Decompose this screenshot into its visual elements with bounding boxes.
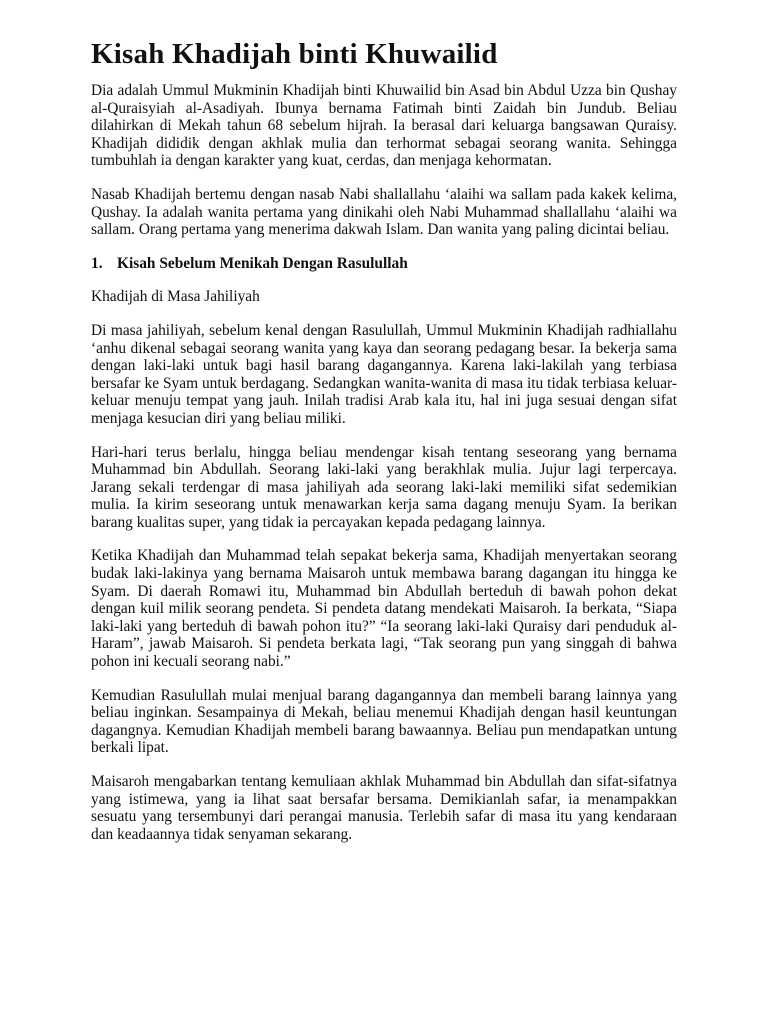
body-paragraph-3: Ketika Khadijah dan Muhammad telah sepakat bekerja sama, Khadijah menyertakan seorang budak laki-lakinya yang bernama Maisaroh untuk membawa barang dagangan itu hingga ke Syam. Di daerah Romawi itu, Muhammad bin Abdullah berteduh di bawah pohon dekat dengan kuil milik seorang pendeta. Si pendeta datang mendekati Maisaroh. Ia berkata, “Siapa laki-laki yang berteduh di bawah pohon itu?” “Ia seorang laki-laki Quraisy dari penduduk al-Haram”, jawab Maisaroh. Si pendeta berkata lagi, “Tak seorang pun yang singgah di bahwa pohon ini kecuali seorang nabi.” xyxy=(91,547,677,671)
section-heading xyxy=(91,255,677,273)
body-paragraph-2: Hari-hari terus berlalu, hingga beliau mendengar kisah tentang seseorang yang bernama Muhammad bin Abdullah. Seorang laki-laki yang berakhlak mulia. Jujur lagi terpercaya. Jarang sekali terdengar di masa jahiliyah ada seorang laki-laki memiliki sifat sedemikian mulia. Ia kirim seseorang untuk menawarkan kerja sama dagang menuju Syam. Ia berikan barang kualitas super, yang tidak ia percayakan kepada pedagang lainnya. xyxy=(91,443,677,531)
document-page xyxy=(91,36,677,859)
section-number: 1. xyxy=(91,254,103,272)
intro-paragraph-2: Nasab Khadijah bertemu dengan nasab Nabi shallallahu ‘alaihi wa sallam pada kakek kelima, Qushay. Ia adalah wanita pertama yang dinikahi oleh Nabi Muhammad shallallahu ‘alaihi wa sallam. Orang pertama yang menerima dakwah Islam. Dan wanita yang paling dicintai beliau. xyxy=(91,185,677,239)
section-heading-text: Kisah Sebelum Menikah Dengan Rasulullah xyxy=(117,254,408,272)
body-paragraph-5: Maisaroh mengabarkan tentang kemuliaan akhlak Muhammad bin Abdullah dan sifat-sifatnya yang istimewa, yang ia lihat saat bersafar bersama. Demikianlah safar, ia menampakkan sesuatu yang tersembunyi dari perangai manusia. Terlebih safar di masa itu yang kendaraan dan keadaannya tidak senyaman sekarang. xyxy=(91,773,677,843)
body-paragraph-1: Di masa jahiliyah, sebelum kenal dengan Rasulullah, Ummul Mukminin Khadijah radhiallahu ‘anhu dikenal sebagai seorang wanita yang kaya dan seorang pedagang besar. Ia bekerja sama dengan laki-laki untuk bagi hasil barang dagangannya. Karena laki-lakilah yang terbiasa bersafar ke Syam untuk berdagang. Sedangkan wanita-wanita di masa itu tidak terbiasa keluar-keluar menuju tempat yang jauh. Inilah tradisi Arab kala itu, hal ini juga sesuai dengan sifat menjaga kesucian diri yang beliau miliki. xyxy=(91,321,677,427)
intro-paragraph-1: Dia adalah Ummul Mukminin Khadijah binti Khuwailid bin Asad bin Abdul Uzza bin Qushay al-Quraisyiah al-Asadiyah. Ibunya bernama Fatimah binti Zaidah bin Jundub. Beliau dilahirkan di Mekah tahun 68 sebelum hijrah. Ia berasal dari keluarga bangsawan Quraisy. Khadijah dididik dengan akhlak mulia dan terhormat sebagai seorang wanita. Sehingga tumbuhlah ia dengan karakter yang kuat, cerdas, dan menjaga kehormatan. xyxy=(91,82,677,170)
body-paragraph-4: Kemudian Rasulullah mulai menjual barang dagangannya dan membeli barang lainnya yang beliau inginkan. Sesampainya di Mekah, beliau menemui Khadijah dengan hasil keuntungan dagangnya. Kemudian Khadijah membeli barang bawaannya. Beliau pun mendapatkan untung berkali lipat. xyxy=(91,686,677,757)
section-subheading: Khadijah di Masa Jahiliyah xyxy=(91,288,260,306)
document-title: Kisah Khadijah binti Khuwailid xyxy=(91,38,498,70)
